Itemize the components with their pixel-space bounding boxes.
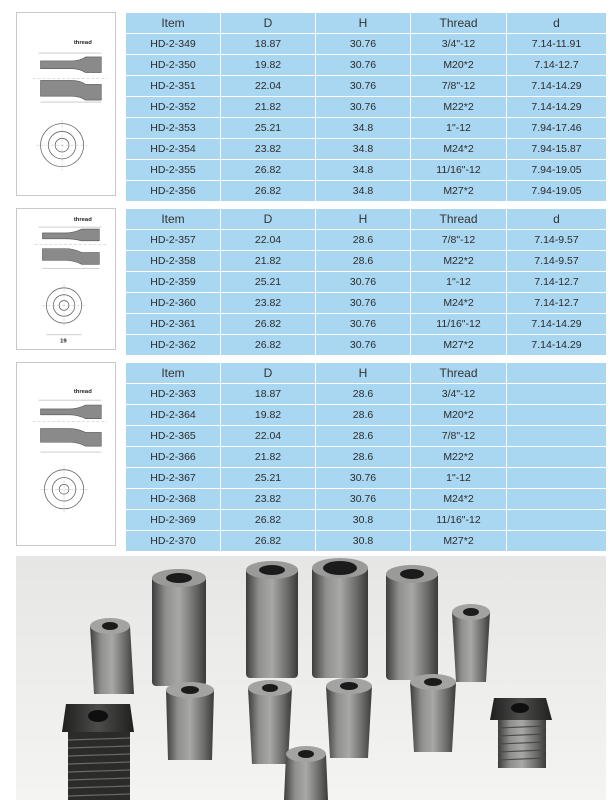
cell-item: HD-2-364	[126, 405, 221, 426]
table-row	[126, 447, 607, 468]
cell-h: 30.8	[316, 531, 411, 552]
cell-d: 26.82	[221, 314, 316, 335]
cell-blank	[507, 489, 607, 510]
table-row	[126, 314, 607, 335]
cell-thread: M22*2	[411, 251, 507, 272]
threaded-nozzle-part	[62, 704, 134, 800]
cell-thread: M22*2	[411, 97, 507, 118]
cell-blank	[507, 405, 607, 426]
cell-thread: 11/16"-12	[411, 160, 507, 181]
cell-item: HD-2-352	[126, 97, 221, 118]
cell-d: 23.82	[221, 139, 316, 160]
table-row	[126, 160, 607, 181]
cell-h: 28.6	[316, 384, 411, 405]
cell-item: HD-2-368	[126, 489, 221, 510]
cell-item: HD-2-370	[126, 531, 221, 552]
cell-blank	[507, 468, 607, 489]
cell-d: 26.82	[221, 181, 316, 202]
cell-h: 28.6	[316, 230, 411, 251]
cell-h: 34.8	[316, 160, 411, 181]
cell-h: 30.76	[316, 293, 411, 314]
cell-inner-d: 7.14-9.57	[507, 230, 607, 251]
cell-blank	[507, 426, 607, 447]
header-inner-d: d	[507, 209, 607, 230]
table-row	[126, 426, 607, 447]
table-row	[126, 230, 607, 251]
cell-h: 34.8	[316, 181, 411, 202]
table-row	[126, 76, 607, 97]
nozzle-part	[90, 618, 134, 694]
nozzle-part	[166, 682, 214, 760]
cell-inner-d: 7.14-12.7	[507, 293, 607, 314]
nozzle-cross-section-diagram	[17, 13, 115, 195]
cell-h: 28.6	[316, 251, 411, 272]
table-row	[126, 531, 607, 552]
nozzle-part	[386, 565, 438, 680]
cell-thread: M27*2	[411, 181, 507, 202]
cell-thread: M24*2	[411, 139, 507, 160]
cell-d: 26.82	[221, 531, 316, 552]
cell-item: HD-2-354	[126, 139, 221, 160]
table-row	[126, 139, 607, 160]
cell-item: HD-2-359	[126, 272, 221, 293]
cell-thread: M20*2	[411, 405, 507, 426]
table-header-row	[126, 13, 607, 34]
table-row	[126, 510, 607, 531]
cell-item: HD-2-357	[126, 230, 221, 251]
spec-block-1	[16, 12, 606, 196]
cell-item: HD-2-358	[126, 251, 221, 272]
cell-d: 18.87	[221, 384, 316, 405]
header-h: H	[316, 363, 411, 384]
cell-inner-d: 7.14-11.91	[507, 34, 607, 55]
nozzle-part	[312, 558, 368, 678]
header-blank	[507, 363, 607, 384]
cell-item: HD-2-366	[126, 447, 221, 468]
cell-item: HD-2-367	[126, 468, 221, 489]
nozzle-cross-section-diagram	[17, 363, 115, 545]
table-row	[126, 97, 607, 118]
table-row	[126, 384, 607, 405]
header-d: D	[221, 209, 316, 230]
table-header-row	[126, 363, 607, 384]
cell-thread: M27*2	[411, 335, 507, 356]
nozzle-part	[284, 746, 328, 800]
cell-d: 21.82	[221, 251, 316, 272]
cell-h: 30.76	[316, 34, 411, 55]
cell-inner-d: 7.14-14.29	[507, 76, 607, 97]
cell-item: HD-2-361	[126, 314, 221, 335]
cell-thread: 7/8"-12	[411, 426, 507, 447]
cell-thread: M20*2	[411, 55, 507, 76]
cell-item: HD-2-350	[126, 55, 221, 76]
cell-h: 34.8	[316, 118, 411, 139]
cell-h: 30.76	[316, 335, 411, 356]
header-d: D	[221, 363, 316, 384]
header-d: D	[221, 13, 316, 34]
cell-inner-d: 7.94-17.46	[507, 118, 607, 139]
cell-h: 30.76	[316, 76, 411, 97]
cell-thread: M27*2	[411, 531, 507, 552]
cell-blank	[507, 510, 607, 531]
nozzle-part	[246, 561, 298, 678]
cell-h: 28.6	[316, 447, 411, 468]
cell-thread: 11/16"-12	[411, 314, 507, 335]
cell-d: 22.04	[221, 426, 316, 447]
cell-h: 34.8	[316, 139, 411, 160]
cell-d: 25.21	[221, 118, 316, 139]
table-row	[126, 251, 607, 272]
cell-d: 22.04	[221, 230, 316, 251]
size-label: 19	[60, 338, 67, 345]
cell-h: 30.76	[316, 272, 411, 293]
cell-h: 28.6	[316, 405, 411, 426]
cell-inner-d: 7.14-14.29	[507, 97, 607, 118]
table-row	[126, 405, 607, 426]
cell-h: 28.6	[316, 426, 411, 447]
nozzle-cross-section-diagram	[17, 209, 115, 349]
header-thread: Thread	[411, 363, 507, 384]
table-row	[126, 489, 607, 510]
cell-d: 26.82	[221, 160, 316, 181]
cell-thread: 3/4"-12	[411, 34, 507, 55]
product-photo	[16, 556, 606, 800]
nozzle-drawing-2	[16, 208, 116, 350]
cell-h: 30.76	[316, 55, 411, 76]
cell-thread: 1"-12	[411, 272, 507, 293]
spec-table-1	[125, 12, 607, 202]
threaded-nozzle-part	[490, 698, 552, 768]
cell-blank	[507, 531, 607, 552]
spec-block-3	[16, 362, 606, 546]
header-item: Item	[126, 363, 221, 384]
header-h: H	[316, 13, 411, 34]
cell-item: HD-2-351	[126, 76, 221, 97]
cell-item: HD-2-353	[126, 118, 221, 139]
header-h: H	[316, 209, 411, 230]
cell-inner-d: 7.14-14.29	[507, 335, 607, 356]
cell-d: 23.82	[221, 489, 316, 510]
cell-thread: M24*2	[411, 293, 507, 314]
cell-thread: 7/8"-12	[411, 230, 507, 251]
cell-d: 25.21	[221, 468, 316, 489]
cell-d: 19.82	[221, 55, 316, 76]
header-item: Item	[126, 13, 221, 34]
cell-thread: 1"-12	[411, 118, 507, 139]
cell-d: 21.82	[221, 97, 316, 118]
cell-inner-d: 7.94-15.87	[507, 139, 607, 160]
cell-h: 30.8	[316, 510, 411, 531]
cell-inner-d: 7.14-14.29	[507, 314, 607, 335]
cell-thread: 1"-12	[411, 468, 507, 489]
nozzle-drawing-1	[16, 12, 116, 196]
table-row	[126, 293, 607, 314]
cell-inner-d: 7.14-9.57	[507, 251, 607, 272]
cell-inner-d: 7.14-12.7	[507, 55, 607, 76]
cell-d: 23.82	[221, 293, 316, 314]
table-row	[126, 181, 607, 202]
nozzle-drawing-3	[16, 362, 116, 546]
cell-d: 22.04	[221, 76, 316, 97]
cell-thread: M22*2	[411, 447, 507, 468]
cell-item: HD-2-362	[126, 335, 221, 356]
nozzle-part	[452, 604, 490, 682]
nozzle-part	[410, 674, 456, 752]
table-header-row	[126, 209, 607, 230]
cell-d: 26.82	[221, 510, 316, 531]
cell-inner-d: 7.14-12.7	[507, 272, 607, 293]
cell-item: HD-2-355	[126, 160, 221, 181]
cell-item: HD-2-365	[126, 426, 221, 447]
cell-d: 25.21	[221, 272, 316, 293]
header-inner-d: d	[507, 13, 607, 34]
nozzle-part	[248, 680, 292, 764]
cell-inner-d: 7.94-19.05	[507, 181, 607, 202]
cell-item: HD-2-363	[126, 384, 221, 405]
cell-thread: 11/16"-12	[411, 510, 507, 531]
cell-blank	[507, 384, 607, 405]
header-thread: Thread	[411, 13, 507, 34]
cell-h: 30.76	[316, 468, 411, 489]
cell-thread: 7/8"-12	[411, 76, 507, 97]
cell-item: HD-2-369	[126, 510, 221, 531]
nozzles-photo-illustration	[16, 556, 606, 800]
spec-table-3	[125, 362, 607, 552]
table-row	[126, 118, 607, 139]
cell-h: 30.76	[316, 314, 411, 335]
cell-inner-d: 7.94-19.05	[507, 160, 607, 181]
thread-label: thread	[73, 389, 92, 396]
table-row	[126, 34, 607, 55]
cell-item: HD-2-360	[126, 293, 221, 314]
cell-item: HD-2-349	[126, 34, 221, 55]
table-row	[126, 272, 607, 293]
table-row	[126, 55, 607, 76]
cell-h: 30.76	[316, 489, 411, 510]
cell-blank	[507, 447, 607, 468]
cell-d: 19.82	[221, 405, 316, 426]
cell-h: 30.76	[316, 97, 411, 118]
header-item: Item	[126, 209, 221, 230]
spec-table-2	[125, 208, 607, 356]
spec-block-2	[16, 208, 606, 350]
table-row	[126, 335, 607, 356]
nozzle-part	[152, 569, 206, 686]
cell-thread: M24*2	[411, 489, 507, 510]
cell-d: 18.87	[221, 34, 316, 55]
thread-label: thread	[73, 217, 92, 224]
table-row	[126, 468, 607, 489]
header-thread: Thread	[411, 209, 507, 230]
nozzle-part	[326, 678, 372, 758]
cell-item: HD-2-356	[126, 181, 221, 202]
thread-label: thread	[73, 40, 92, 47]
cell-d: 21.82	[221, 447, 316, 468]
cell-d: 26.82	[221, 335, 316, 356]
cell-thread: 3/4"-12	[411, 384, 507, 405]
